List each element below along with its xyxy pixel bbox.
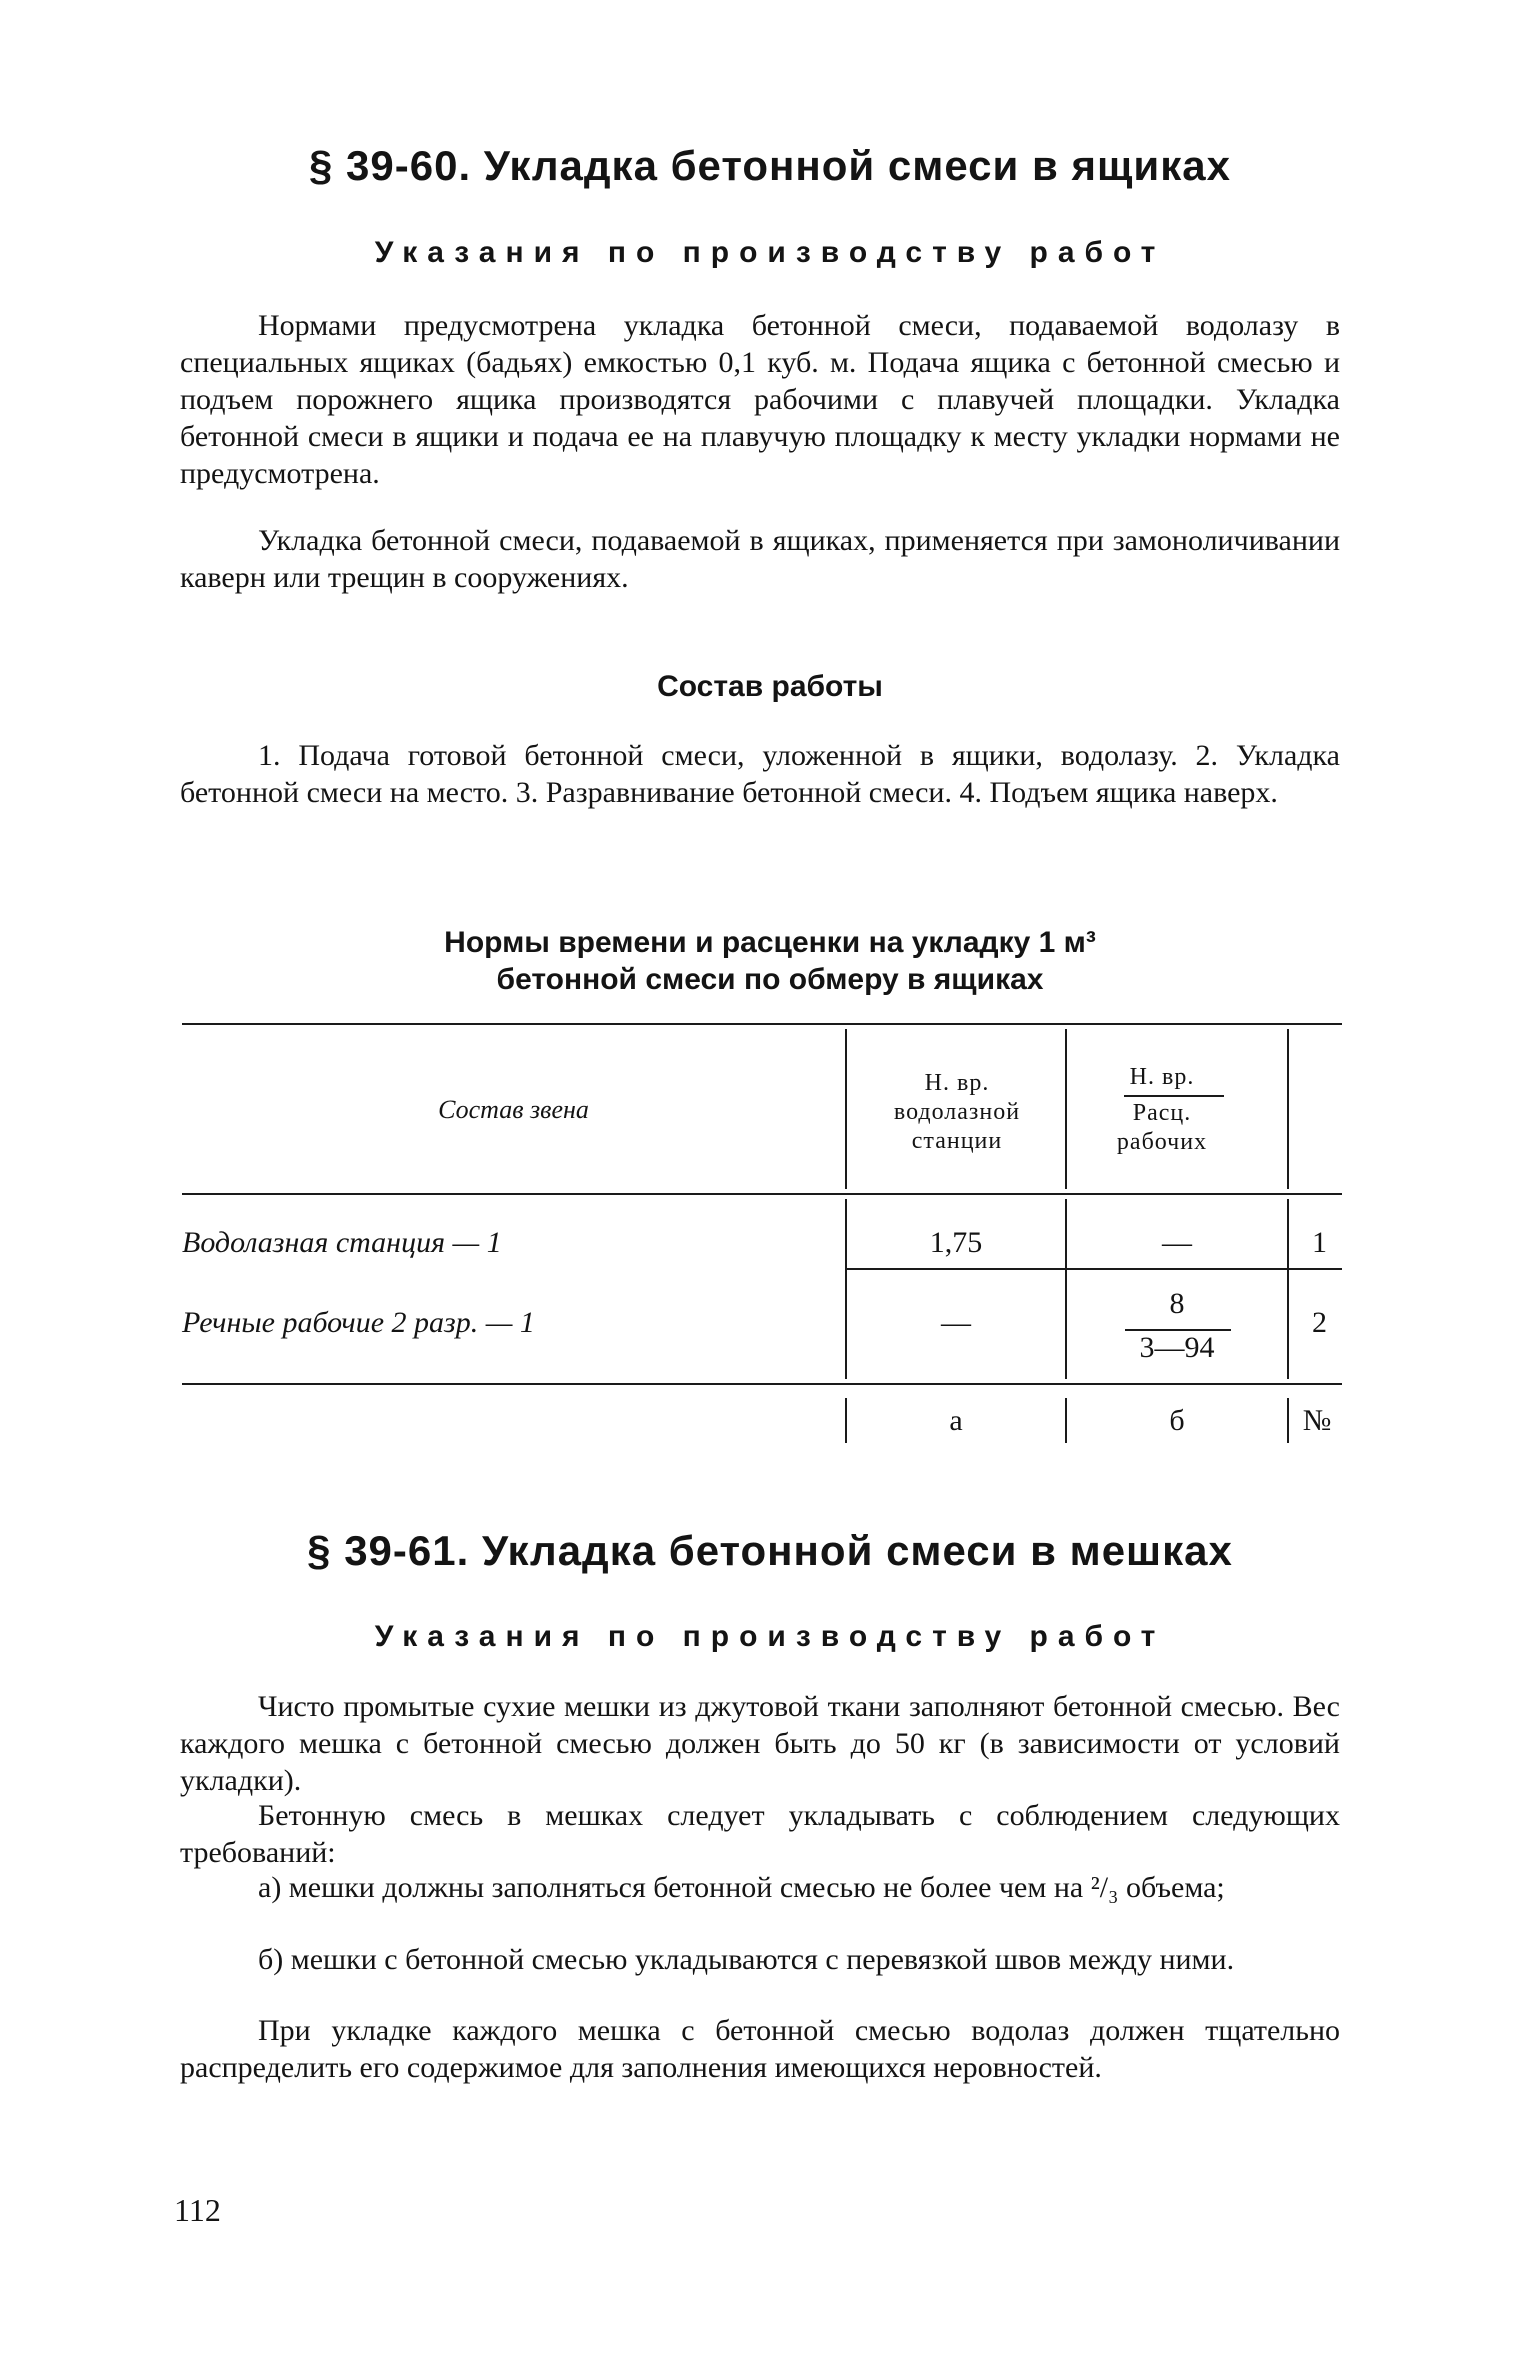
page-number: 112	[174, 2192, 221, 2228]
row-norm: —	[1162, 1226, 1192, 1259]
row-norm-bottom: 3—94	[1139, 1331, 1215, 1364]
section-title: § 39-61. Укладка бетонной смеси в мешках	[307, 1527, 1233, 1574]
footer-number: №	[1302, 1404, 1332, 1437]
list-item: а) мешки должны заполняться бетонной смесью не более чем на ²/₃ объема;	[258, 1871, 1225, 1904]
work-composition-title: Состав работы	[657, 670, 883, 703]
footer-col-b: б	[1169, 1404, 1185, 1437]
paragraph: Чисто промытые сухие мешки из джутовой ткани заполняют бетонной смесью. Вес каждого мешка с бетонной смесью должен быть до 50 кг (в зависимости от условий укладки).	[180, 1690, 1340, 1797]
row-station-norm: 1,75	[929, 1226, 983, 1259]
paragraph: Бетонную смесь в мешках следует укладывать с соблюдением следующих требований:	[180, 1799, 1340, 1869]
norms-table	[182, 1023, 1342, 1463]
footer-col-a: а	[949, 1404, 963, 1437]
table-title-line2: бетонной смеси по обмеру в ящиках	[496, 963, 1044, 996]
header-norm-bottom: Расц. рабочих	[1116, 1100, 1208, 1155]
table-row-rule	[847, 1268, 1342, 1270]
list-item: б) мешки с бетонной смесью укладываются с перевязкой швов между ними.	[258, 1943, 1235, 1976]
section-subtitle: Указания по производству работ	[374, 1620, 1166, 1653]
table-vline	[1287, 1398, 1289, 1443]
table-vline	[845, 1029, 847, 1189]
table-vline	[1287, 1029, 1289, 1189]
table-title-line1: Нормы времени и расценки на укладку 1 м³	[444, 926, 1096, 959]
row-station-norm: —	[941, 1306, 971, 1339]
paragraph: Нормами предусмотрена укладка бетонной смеси, подаваемой водолазу в специальных ящиках (бадьях) емкостью 0,1 куб. м. Подача ящика с бетонной смесью и подъем порожнего ящика производятся рабочими с плавучей площадки. Укладка бетонной смеси в ящики и подача ее на плавучую площадку к месту укладки нормами не предусмотрена.	[180, 309, 1340, 490]
table-vline	[1287, 1199, 1289, 1379]
table-vline	[1065, 1029, 1067, 1189]
paragraph: Укладка бетонной смеси, подаваемой в ящиках, применяется при замоноличивании каверн или трещин в сооружениях.	[180, 524, 1340, 594]
table-header-rule	[182, 1193, 1342, 1195]
header-crew: Состав звена	[438, 1095, 589, 1124]
section-subtitle: Указания по производству работ	[374, 236, 1166, 269]
work-composition-text: 1. Подача готовой бетонной смеси, уложенной в ящики, водолазу. 2. Укладка бетонной смеси на место. 3. Разравнивание бетонной смеси. 4. Подъем ящика наверх.	[180, 739, 1340, 809]
table-bottom-rule	[182, 1383, 1342, 1385]
row-crew: Речные рабочие 2 разр. — 1	[182, 1306, 535, 1339]
table-top-rule	[182, 1023, 1342, 1025]
row-number: 2	[1312, 1306, 1327, 1339]
header-fraction-line	[1124, 1095, 1224, 1097]
header-station-norm: Н. вр. водолазной станции	[893, 1070, 1021, 1154]
table-vline	[845, 1199, 847, 1379]
section-title: § 39-60. Укладка бетонной смеси в ящиках	[309, 142, 1231, 189]
row-crew: Водолазная станция — 1	[182, 1226, 502, 1259]
header-norm-top: Н. вр.	[1129, 1064, 1195, 1090]
paragraph: При укладке каждого мешка с бетонной смесью водолаз должен тщательно распределить его содержимое для заполнения имеющихся неровностей.	[180, 2014, 1340, 2084]
row-number: 1	[1312, 1226, 1327, 1259]
row-norm-top: 8	[1169, 1287, 1185, 1320]
